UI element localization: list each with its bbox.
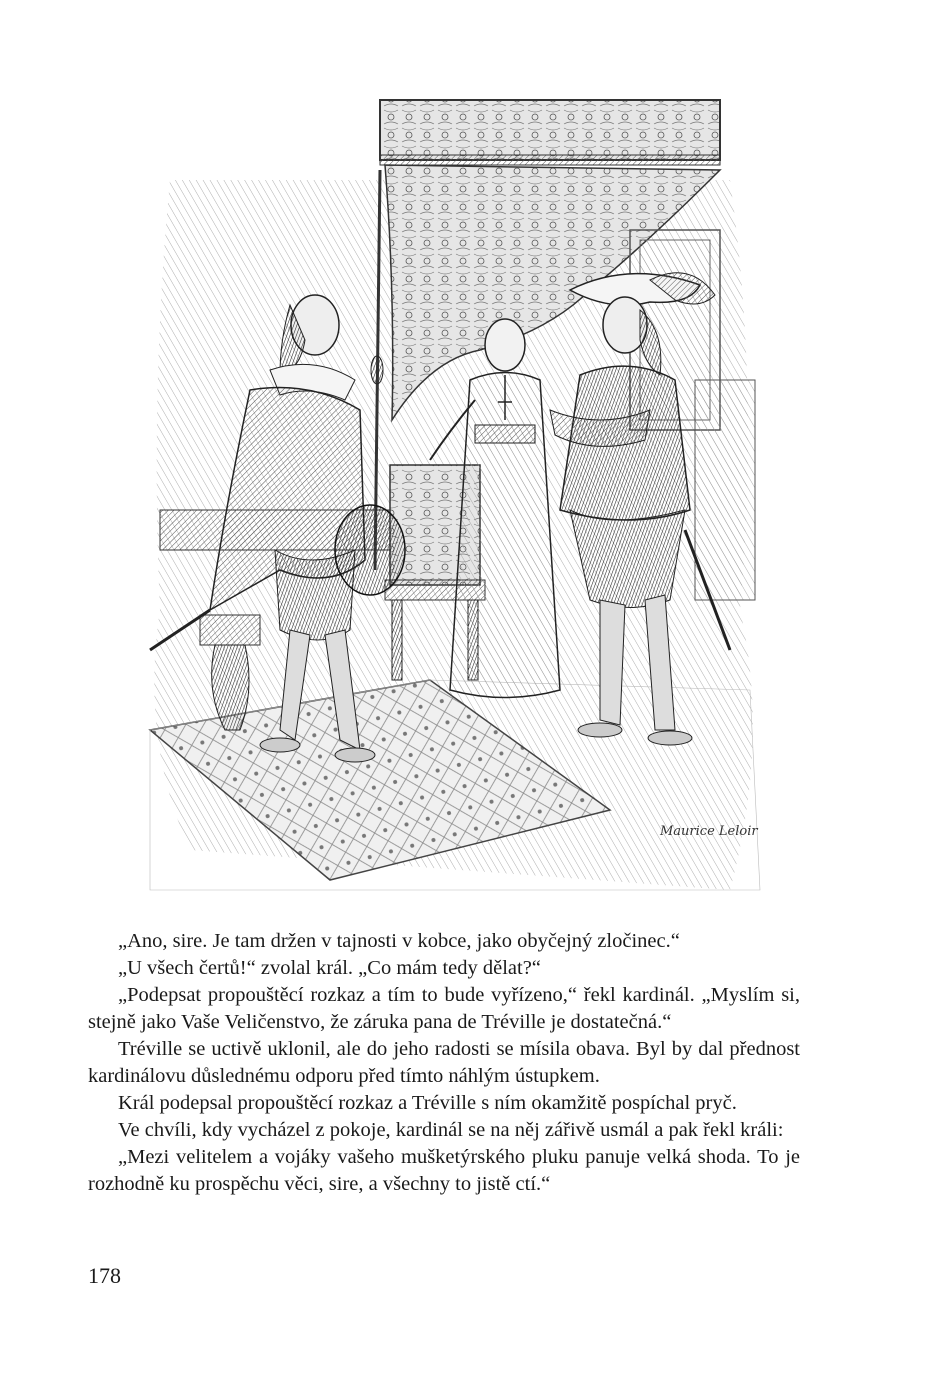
paragraph: Ve chvíli, kdy vycházel z pokoje, kardinál se na něj zářivě usmál a pak řekl králi:: [118, 1119, 784, 1141]
page-number: 178: [88, 1263, 121, 1288]
wall-panel-lower: [695, 380, 755, 600]
chair-leg: [392, 600, 402, 680]
curtain-tassel: [371, 356, 383, 384]
engraving-illustration: [130, 90, 770, 910]
canopy-valance: [380, 100, 720, 160]
engraving-drawing: [130, 90, 770, 910]
body-text: [88, 928, 800, 1198]
paragraph: Král podepsal propouštěcí rozkaz a Tréville s ním okamžitě pospíchal pryč.: [118, 1092, 737, 1114]
paragraph: „Ano, sire. Je tam držen v tajnosti v kobce, jako obyčejný zločinec.“: [118, 930, 680, 952]
artist-signature: Maurice Leloir: [660, 824, 758, 839]
canopy-fringe: [380, 155, 720, 165]
paragraph: „Mezi velitelem a vojáky vašeho mušketýrského pluku panuje velká shoda. To je rozhodně ku prospěchu věci, sire, a všechny to jistě ctí.“: [88, 1146, 800, 1195]
paragraph: „Podepsat propouštěcí rozkaz a tím to bude vyřízeno,“ řekl kardinál. „Myslím si, stejně jako Vaše Veličenstvo, že záruka pana de Tréville je dostatečná.“: [88, 984, 800, 1033]
paragraph: „U všech čertů!“ zvolal král. „Co mám tedy dělat?“: [118, 957, 541, 979]
paragraph: Tréville se uctivě uklonil, ale do jeho radosti se mísila obava. Byl by dal přednost kardinálovu důslednému odporu před tímto náhlým ústupkem.: [88, 1038, 800, 1087]
table-top: [200, 615, 260, 645]
